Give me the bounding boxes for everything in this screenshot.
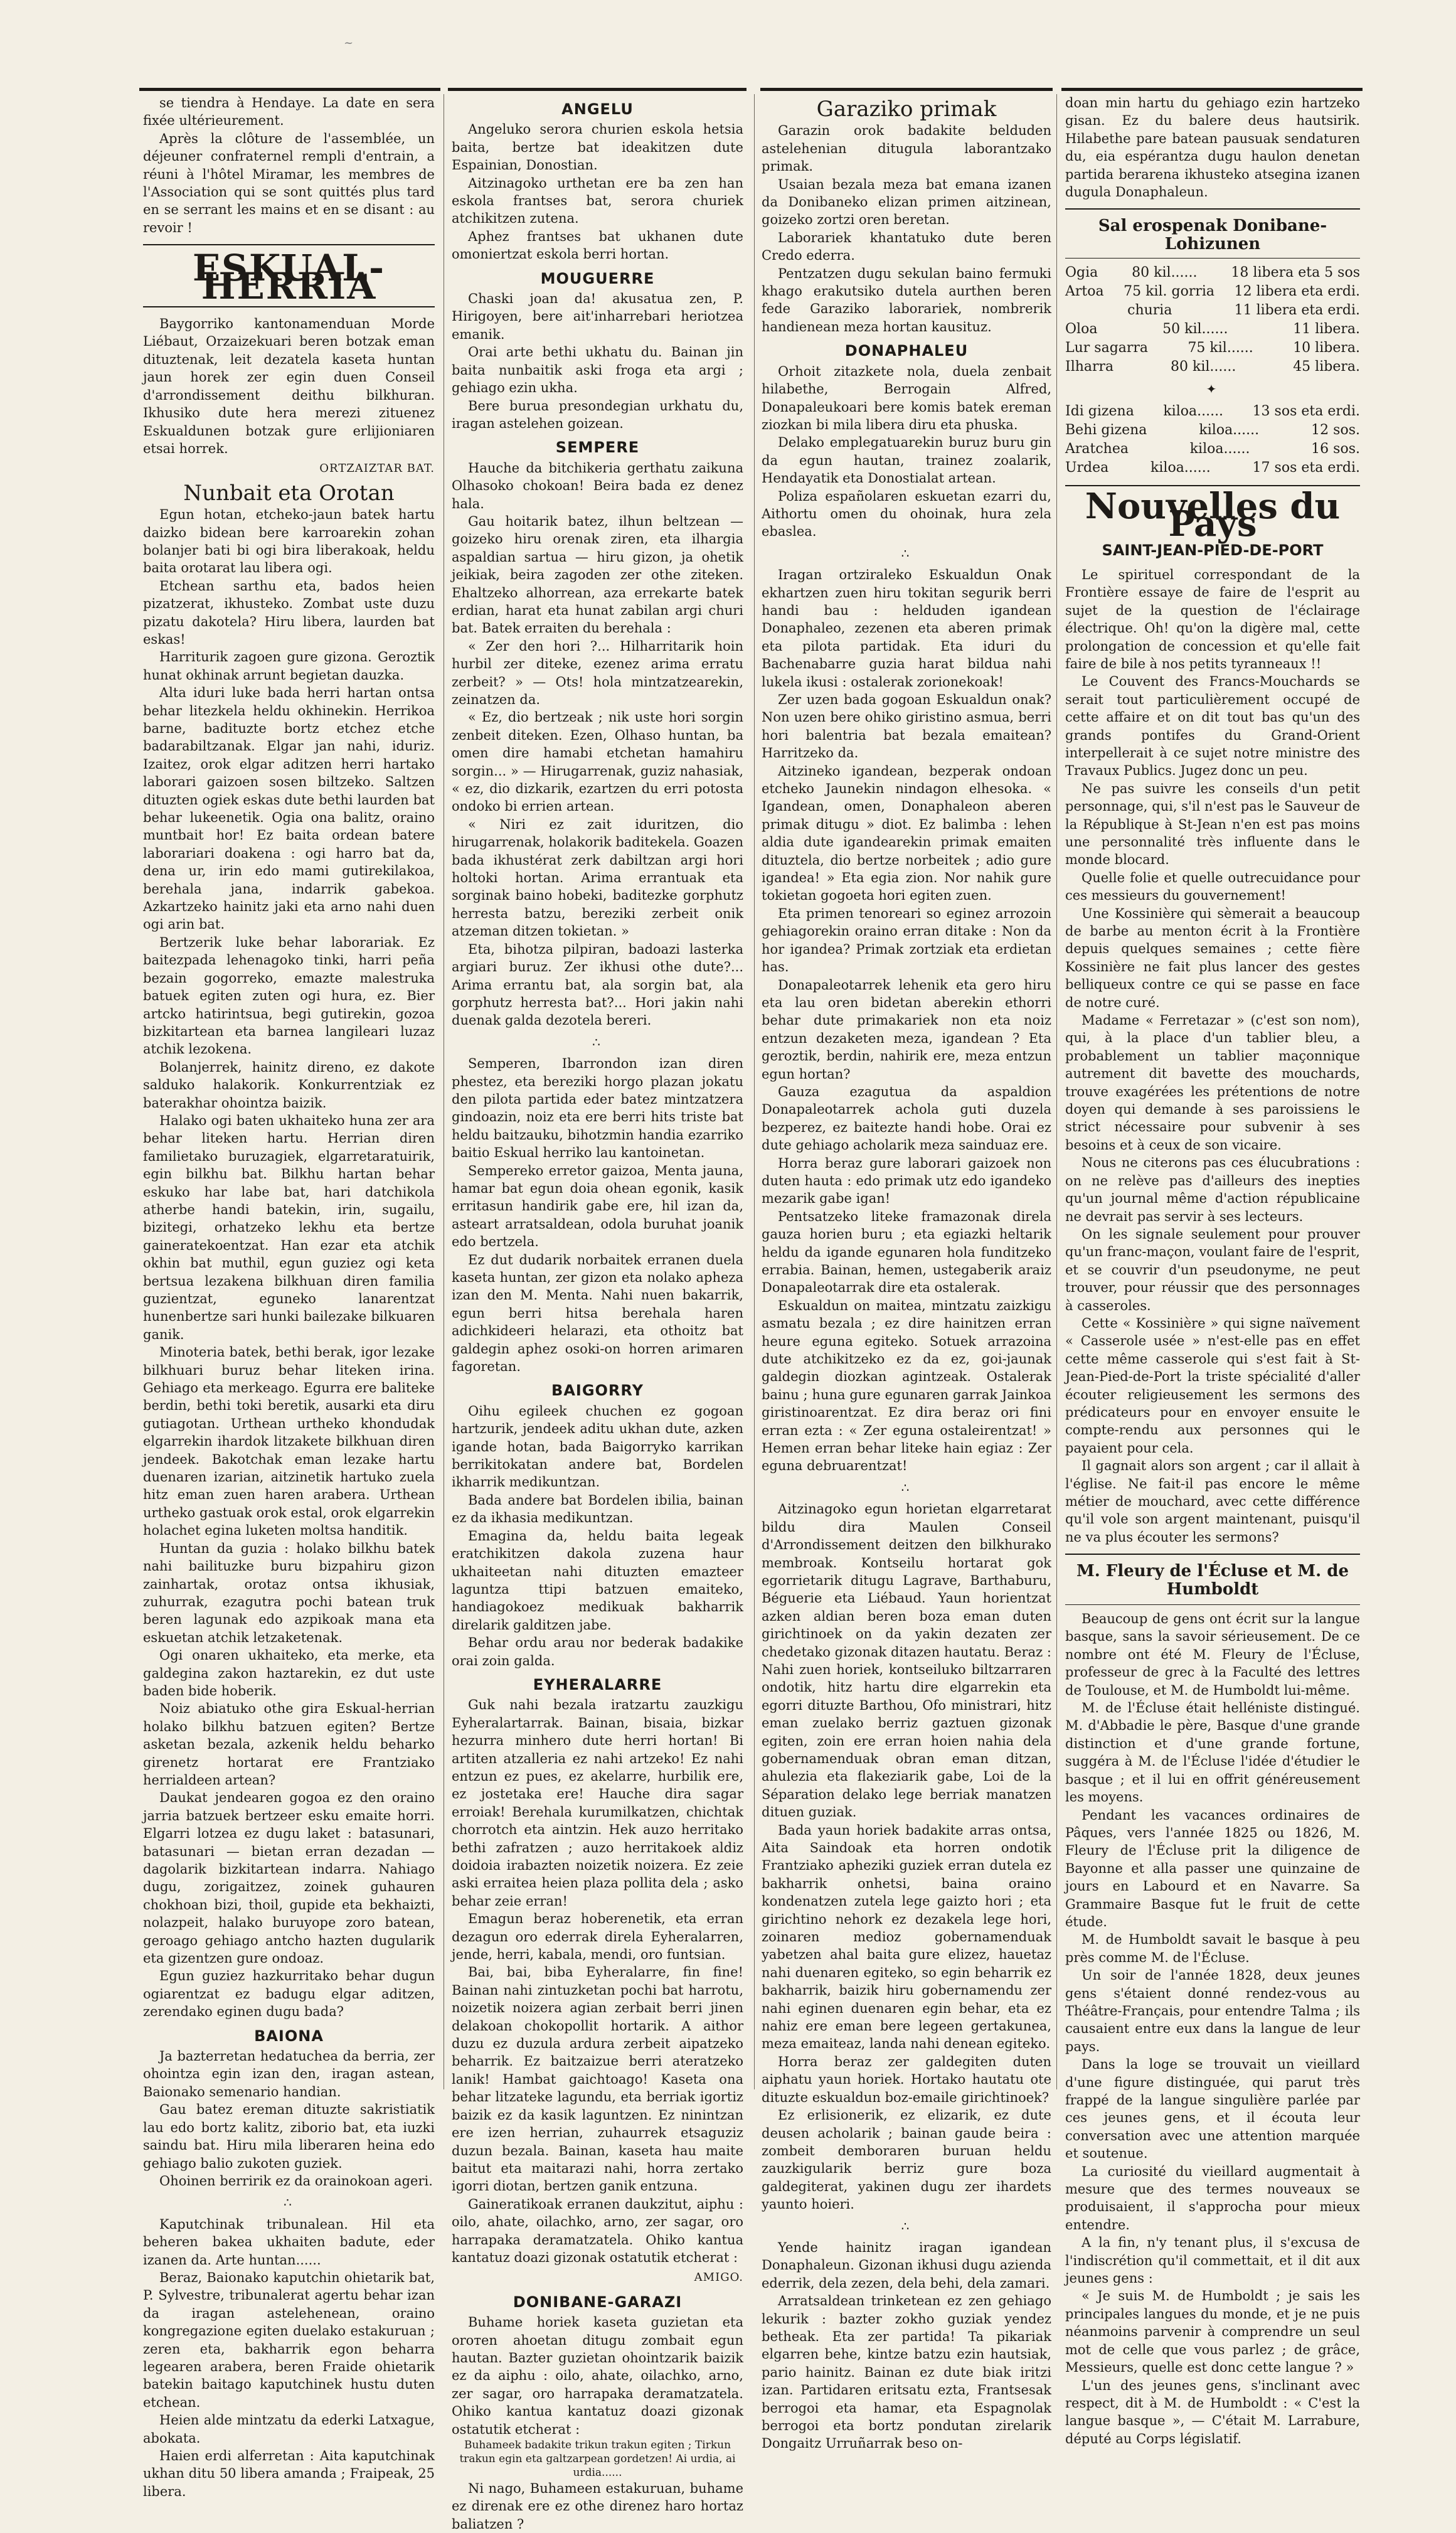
paragraph: Orhoit zitazkete nola, duela zenbait hilabethe, Berrogain Alfred, Donapaleukoari bere komis batek ereman ziozkan bi mila libera diru eta phuska. bbox=[762, 363, 1051, 432]
paragraph: A la fin, n'y tenant plus, il s'excusa de l'indiscrétion qu'il commettait, et il dit aux jeunes gens : bbox=[1065, 2235, 1360, 2286]
price-unit: 75 kil...... bbox=[1188, 340, 1253, 356]
price-price: 12 libera eta erdi. bbox=[1234, 284, 1360, 300]
price-price: 11 libera eta erdi. bbox=[1234, 302, 1360, 319]
price-row bbox=[1065, 459, 1360, 477]
price-name: Lur sagarra bbox=[1065, 340, 1149, 356]
paragraph: Kaputchinak tribunalean. Hil eta beheren bakea ukhaiten badute, eder izanen da. Arte huntan...... bbox=[143, 2216, 435, 2268]
divider bbox=[1065, 208, 1360, 210]
paragraph: Guk nahi bezala iratzartu zauzkigu Eyheralartarrak. Bainan, bisaia, bizkar hezurra minhero dute herri hortan! Bi artiten atzalleria ez nahi artzeko! Ez nahi entzun ez pues, ez akelarre, hurbilik ere, ez jostetaka ere! Hauche dira sagar erroiak! Berehala kurumilkatzen, chichtak chorrotch eta aintzin. Hek auzo herritako bethi zafratzen ; auzo herritakoek aldiz doidoia irabazten noizetik noizera. Ez zeie aski erraitea heien plaza pollita dela ; asko behar zeie erran! bbox=[452, 1697, 743, 1909]
price-unit: 80 kil...... bbox=[1132, 265, 1198, 281]
paragraph: Angeluko serora churien eskola hetsia baita, bertze bat ideakitzen dute Espainian, Donostian. bbox=[452, 122, 743, 173]
paragraph: Chaski joan da! akusatua zen, P. Hirigoyen, bere ait'inharrebari heriotzea emanik. bbox=[452, 291, 743, 342]
column-4 bbox=[1065, 94, 1360, 2446]
paragraph: Une Kossinière qui sèmerait a beaucoup de barbe au menton écrit à la Frontière depuis quelques semaines ; cette fière Kossinière ne fait plus lancer des gestes belliqueux contre ce qui se passe en face de notre curé. bbox=[1065, 905, 1360, 1010]
price-name: Idi gizena bbox=[1065, 403, 1134, 419]
paragraph: Semperen, Ibarrondon izan diren phestez, eta bereziki horgo plazan jokatu den pilota partida eder batez mintzatzera gindoazin, noiz eta ere berri hits triste bat heldu baitzauku, bihotzmin handia ezarriko baitio Eskual herriko lau kantoinetan. bbox=[452, 1056, 743, 1161]
paragraph: Behar ordu arau nor bederak badakike orai zoin galda. bbox=[452, 1635, 743, 1668]
paragraph: Delako emplegatuarekin buruz buru gin da egun hautan, trainez zoalarik, Hendayatik eta Donostialat artean. bbox=[762, 435, 1051, 486]
paragraph: Emagina da, heldu baita legeak eratchikitzen dakola zuzena haur ukhaiteetan nahi dituzten emazteer laguntza ttipi batzuen emaiteko, handiagokoez medikuak bakharrik direlarik galditzen jabe. bbox=[452, 1528, 743, 1633]
paragraph: « Niri ez zait iduritzen, dio hirugarrenak, holakorik baditekela. Goazen bada ikhustérat zerk dabiltzan argi hori holtoki hortan. Arima errantuak eta sorginak baino hobeki, baditezke gorphutz herresta batzu, bereziki zerbeit onik atzeman ditzen tokietan. » bbox=[452, 816, 744, 939]
paragraph: Le Couvent des Francs-Mouchards se serait tout particulièrement occupé de cette affaire et on dit tout bas qu'un des grands pontifes du Grand-Orient interpellerait à ce sujet notre ministre des Travaux Publics. Jugez donc un peu. bbox=[1065, 674, 1360, 779]
price-row bbox=[1065, 320, 1360, 339]
section-title-garaziko: Garaziko primak bbox=[816, 97, 997, 122]
article-title: Nunbait eta Orotan bbox=[183, 480, 395, 506]
price-name: Aratchea bbox=[1065, 440, 1129, 457]
paragraph: Horra beraz zer galdegiten duten aiphatu yaun horiek. Hortako hautatu ote dituzte eskualdun boz-emaile girichtinoek? bbox=[762, 2054, 1051, 2105]
paragraph: Minoteria batek, bethi berak, igor lezake bilkhuari buruz behar liteken irina. Gehiago eta merkeago. Egurra ere baliteke berdin, bethi toki beretik, ausarki eta diru gutiagotan. Urthean urtheko khondudak elgarrekin ihardok litzakete bilkhuan diren jendeek. Bakotchak eman lezake hartu duenaren izarian, aitzinetik hartuko zuela hitz eman zuen haren arabera. Urthean urtheko gastuak orok estal, orok elgarrekin holachet egina luketen moltsa handitik. bbox=[143, 1345, 435, 1538]
top-rule-col4 bbox=[1061, 88, 1363, 91]
section-title-baiona: BAIONA bbox=[254, 2027, 324, 2045]
section-title-mouguerre: MOUGUERRE bbox=[540, 269, 655, 287]
paragraph: Harriturik zagoen gure gizona. Geroztik hunat okhinak arrunt begietan dauzka. bbox=[143, 649, 435, 683]
column-divider bbox=[754, 94, 755, 2089]
paragraph: Dans la loge se trouvait un vieillard d'une figure distinguée, qui parut très frappé de la langue singulière parlée par ces jeunes gens, et il écouta leur conversation avec une attention marquée et soutenue. bbox=[1065, 2057, 1360, 2162]
paragraph: Alta iduri luke bada herri hartan ontsa behar litezkela heldu okhinekin. Herrikoa barne, badituzte bortz etchez etche badarabiltzanak. Elgar jan nahi, iduriz. Izaitez, orok elgar aditzen herri hartako laborari gaizoen sosen biltzeko. Saltzen dituzten ogiek eskas dute bethi laurden bat behar lukeenetik. Ogia ona balitz, oraino muntbait hor! Ez baita ordean batere laborariari doakena : ogi harro bat da, dena ur, irin edo mami gutirekilakoa, berehala jana, indarrik gabekoa. Azkartzeko hainitz jaki eta arno nahi duen ogi arin bat. bbox=[143, 685, 435, 932]
paragraph: « Je suis M. de Humboldt ; je sais les principales langues du monde, et je ne puis néanmoins parvenir à comprendre un seul mot de celle que vous parlez ; de grâce, Messieurs, quelle est donc cette langue ? » bbox=[1065, 2288, 1360, 2376]
section-title-sempere: SEMPERE bbox=[555, 439, 640, 457]
section-title-sjpp: SAINT-JEAN-PIED-DE-PORT bbox=[1102, 541, 1324, 560]
paragraph: Pentzatzen dugu sekulan baino fermuki khago erakutsiko dutela aurthen beren fede Garaziko laborariek, nombrerik handienean meza hortan kausituz. bbox=[762, 265, 1051, 334]
paragraph: Donapaleotarrek lehenik eta gero hiru eta lau oren bidetan aberekin ethorri behar dute primakariek non eta noiz entzun dezaketen meza, igandean ? Eta geroztik, berdin, nahirik ere, meza entzun egun hortan? bbox=[762, 977, 1051, 1082]
paragraph: Il gagnait alors son argent ; car il allait à l'église. Ne fait-il pas encore le même métier de mouchard, avec cette différence qu'il vole son argent maintenant, puisqu'il ne va plus écouter les sermons? bbox=[1065, 1458, 1360, 1545]
paragraph: Ne pas suivre les conseils d'un petit personnage, qui, s'il n'est pas le Sauveur de la République à St-Jean n'en est pas moins une personnalité très influente dans le monde blocard. bbox=[1065, 781, 1360, 868]
paragraph: « Zer den hori ?... Hilharritarik hoin hurbil zer diteke, ezenez arima erratu zerbeit? » — Ots! hola mintzatzearekin, zeinatzen da. bbox=[452, 638, 743, 707]
paragraph: Haien erdi alferretan : Aita kaputchinak ukhan ditu 50 libera amanda ; Fraipeak, 25 libera. bbox=[143, 2448, 435, 2499]
paragraph: Horra beraz gure laborari gaizoek non duten hauta : edo primak utz edo igandeko mezarik gabe igan! bbox=[762, 1155, 1051, 1207]
article-body bbox=[762, 1500, 1051, 2213]
price-price: 10 libera. bbox=[1293, 340, 1360, 356]
article-body bbox=[762, 2239, 1051, 2453]
top-rule-col1 bbox=[139, 88, 440, 91]
paragraph: Beaucoup de gens ont écrit sur la langue basque, sans la savoir sérieusement. De ce nombre ont été M. Fleury de l'Écluse, professeur de grec à la Faculté des lettres de Toulouse, et M. de Humboldt lui-même. bbox=[1065, 1611, 1360, 1698]
paragraph: Beraz, Baionako kaputchin ohietarik bat, P. Sylvestre, tribunalerat agertu behar izan da iragan astelehenean, oraino kongregazione egiten duelako estakuruan ; zeren eta, bakharrik egon beharra legearen arabera, beren Fraide ohietarik batekin baitago kaputchinek hustu duten etchean. bbox=[143, 2269, 435, 2410]
price-name: Behi gizena bbox=[1065, 422, 1147, 438]
paragraph: Usaian bezala meza bat emana izanen da Donibaneko elizan primen aitzinean, goizeko zortzi oren beretan. bbox=[762, 176, 1051, 228]
paragraph: Cette « Kossinière » qui signe naïvement « Casserole usée » n'est-elle pas en effet cette même casserole qui s'est fait à St-Jean-Pied-de-Port la triste spécialité d'aller écouter religieusement les sermons des prédicateurs pour en envoyer ensuite le compte-rendu aux personnes qui le payaient pour cela. bbox=[1065, 1315, 1360, 1456]
price-unit: kiloa...... bbox=[1189, 440, 1250, 457]
paragraph: Bada andere bat Bordelen ibilia, bainan ez da ikhasia medikuntzan. bbox=[452, 1492, 743, 1526]
paragraph: Emagun beraz hoberenetik, eta erran dezagun oro ederrak direla Eyheralarren, jende, herri, kabala, mendi, oro funtsian. bbox=[452, 1911, 743, 1963]
paragraph: Poliza españolaren eskuetan ezarri du, Aithortu omen du ohoinak, hura zela ebaslea. bbox=[762, 488, 1051, 540]
column-divider bbox=[1056, 94, 1057, 2089]
price-unit: kiloa...... bbox=[1150, 459, 1211, 476]
paragraph: L'un des jeunes gens, s'inclinant avec respect, dit à M. de Humboldt : « C'est la langue basque », — C'était M. Larrabure, député au Corps législatif. bbox=[1065, 2377, 1360, 2446]
paragraph: Gau batez ereman dituzte sakristiatik lau edo bortz kalitz, ziborio bat, eta iuzki saindu bat. Hiru mila liberaren heina edo gehiago balio zukoten guziek. bbox=[143, 2102, 435, 2171]
paragraph: Aphez frantses bat ukhanen dute omoniertzat eskola berri hortan. bbox=[452, 228, 743, 262]
section-title-donapaleu: DONAPHALEU bbox=[844, 342, 969, 360]
price-row bbox=[1065, 264, 1360, 282]
paragraph: Etchean sarthu eta, bados heien pizatzerat, ikhusteko. Zombat uste duzu pizatu dakotela? Hiru libera, laurden bat eskas! bbox=[143, 578, 435, 647]
paragraph: Après la clôture de l'assemblée, un déjeuner confraternel rempli d'entrain, a réuni à l'hôtel Miramar, les membres de l'Association qui se sont quittés plus tard en se serrant les mains et en se disant : au revoir ! bbox=[143, 131, 435, 235]
top-rule-col3 bbox=[760, 88, 1053, 91]
separator: ✦ bbox=[1206, 381, 1220, 397]
price-row bbox=[1065, 339, 1360, 358]
price-row bbox=[1065, 358, 1360, 376]
price-price: 45 libera. bbox=[1293, 359, 1360, 375]
section-title-eyheralarre: EYHERALARRE bbox=[533, 1675, 662, 1693]
paragraph: Noiz abiatuko othe gira Eskual-herrian holako bilkhu batzuen egiten? Bertze asketan bezala, azkenik heldu beharko girenetz hortarat ere Frantziako herrialdeen artean? bbox=[143, 1701, 435, 1788]
article-body bbox=[452, 1696, 743, 2266]
article-body bbox=[1065, 566, 1360, 1546]
paragraph: Oihu egileek chuchen ez gogoan hartzurik, jendeek aditu ukhan dute, azken igande hotan, bada Baigorryko karrikan berrikitokatan andere bat, Bordelen ikharrik medikuntzan. bbox=[452, 1403, 743, 1490]
masthead-nouvelles-du-pays: Nouvelles du Pays bbox=[1085, 485, 1341, 545]
paragraph: Egun guziez hazkurritako behar dugun ogiarentzat ez badugu elgar aditzen, zerendako eginen dugu bada? bbox=[143, 1968, 435, 2020]
price-row bbox=[1065, 402, 1360, 421]
paragraph: Eta, bihotza pilpiran, badoazi lasterka argiari buruz. Zer ikhusi othe dute?... Arima errantu bat, ala sorgin bat, ala gorphutz herresta bat?... Hori jakin nahi duenak galda dezotela bereri. bbox=[452, 941, 743, 1028]
price-price: 17 sos eta erdi. bbox=[1252, 459, 1360, 476]
paragraph: Bere buruа presondegian urkhatu du, iragan astelehen goizean. bbox=[452, 398, 743, 431]
paragraph: Garazin orok badakite belduden astelehenian ditugula laborantzako primak. bbox=[762, 123, 1051, 174]
paragraph: M. de Humboldt savait le basque à peu près comme M. de l'Écluse. bbox=[1065, 1932, 1360, 1965]
paragraph: Ohoinen berririk ez da orainokoan ageri. bbox=[159, 2173, 433, 2189]
paragraph: Madame « Ferretazar » (c'est son nom), qui, à la place d'un tablier bleu, a probablement un tablier maçonnique autrement dit bavette des mouchards, trouve exagérées les prétentions de notre doyen qui demande à ses paroissiens le strict nécessaire pour subvenir à ses besoins et à ceux de son vicaire. bbox=[1065, 1013, 1360, 1153]
price-price: 16 sos. bbox=[1311, 440, 1360, 457]
paragraph: On les signale seulement pour prouver qu'un franc-maçon, voulant faire de l'esprit, et se couvrir d'un pseudonyme, ne peut trouver, pour réussir que des personnages à casseroles. bbox=[1065, 1226, 1360, 1313]
paragraph: Halako ogi baten ukhaiteko huna zer ara behar liteken hartu. Herrian diren familietako buruzagiek, elgarretaratuirik, egin bilkhu bat. Bilkhu hartan behar eskuko har labe bat, hari datchikola atherbe handi batekin, irin, sugailu, bizitegi, orhatzeko lekhu eta bertze gaineratekoentzat. Han ezar eta atchik okhin bat muthil, egun guziez ogi keta bertsua lezakena bilkhuan diren familia guzientzat, eguneko lanarentzat hunenbertze sari hunki bailezake bilkuaren ganik. bbox=[143, 1112, 435, 1342]
price-unit: 80 kil...... bbox=[1171, 359, 1236, 375]
price-unit: 75 kil. gorria bbox=[1124, 284, 1215, 300]
article-body bbox=[143, 2047, 435, 2190]
paragraph: Bolanjerrek, hainitz direno, ez dakote salduko halakorik. Konkurrentziak ez baterakhar ohointza baizik. bbox=[143, 1059, 435, 1111]
price-price: 13 sos eta erdi. bbox=[1252, 403, 1360, 419]
paragraph: Gau hoitarik batez, ilhun beltzean — goizeko hiru orenak ziren, eta ilhargia aspaldian sartua — hiru gizon, ja ohetik jeikiak, beira zagoden zer othe ziteken. Ehaltzeko alhorrean, aza errekarte batek erdian, harat eta hunat zabilan argi churi bat. Batek erraiten du berehala : bbox=[452, 513, 743, 636]
paragraph: Zer uzen bada gogoan Eskualdun onak? Non uzen bere ohiko giristino asmua, berri hori balentria bat bezala emaiteаn? Harritzeko da. bbox=[762, 692, 1051, 761]
price-price: 18 libera eta 5 sos bbox=[1231, 265, 1360, 281]
section-title-donibane-garazi: DONIBANE-GARAZI bbox=[513, 2293, 683, 2311]
paragraph: Pendant les vacances ordinaires de Pâques, vers l'année 1825 ou 1826, M. Fleury de l'Écluse prit la diligence de Bayonne et alla passer une quinzaine de jours en Labourd et en Navarre. Sa Grammaire Basque fut le fruit de cette étude. bbox=[1065, 1807, 1360, 1929]
signature: ORTZAIZTAR BAT. bbox=[319, 462, 435, 476]
paragraph: Gauza ezagutua da aspaldion Donapaleotarrek achola guti duzela bezperez, ez baitezte handi hobe. Orai ez dute gehiago acholarik meza sainduaz ere. bbox=[762, 1084, 1051, 1153]
article-body bbox=[143, 2216, 435, 2501]
paragraph: M. de l'Écluse était helléniste distingué. M. d'Abbadie le père, Basque d'une grande distinction et d'une grande fortune, suggéra à M. de l'Écluse l'idée d'étudier le basque ; et il lui en offrit généreusement les moyens. bbox=[1065, 1700, 1360, 1805]
paragraph: se tiendra à Hendaye. La date en sera fixée ultérieurement. bbox=[143, 95, 435, 129]
price-name: Oloa bbox=[1065, 321, 1098, 338]
price-unit: kiloa...... bbox=[1163, 403, 1224, 419]
verse: Buhameek badakite trikun trakun egiten ; Tirkun trakun egin eta galtzarpean gordetzen! Ai urdia, ai urdia...... bbox=[459, 2439, 736, 2479]
price-name: Artoa bbox=[1065, 284, 1104, 300]
paragraph: Pentsatzeko liteke framazonak direla gauza horien buru ; eta egiazki heltarik heldu da igande egunaren hola funditzeko errabia. Bainan, hemen, ustegaberik araiz Donapaleotarrak dire eta ostalerak. bbox=[762, 1208, 1051, 1296]
price-row bbox=[1065, 282, 1360, 301]
signature: AMIGO. bbox=[694, 2271, 743, 2285]
price-unit: kiloa...... bbox=[1199, 422, 1260, 438]
paragraph: Bertzerik luke behar laborariak. Ez baitezpada lehenagoko tinki, harri peña bezain gogorreko, emazte malestruka batuek egiten zuten ogi hura, ez. Bier artcko hatirintsua, begi gutirekin, gozoa bizkitartean eta barnea langileari luzaz atchik lezokena. bbox=[143, 934, 435, 1057]
price-name: Urdea bbox=[1065, 459, 1109, 476]
price-price: 12 sos. bbox=[1311, 422, 1360, 438]
paragraph: Iragan ortziraleko Eskualdun Onak ekhartzen zuen hiru tokitan segurik berri handi bau : helduden igandean Donaphaleo, zezenen eta aberen primak eta pilota partidak. Eta iduri du Bachenabarre guzia harat bildua nahi lukela ikusi : ostalerak zorionekoak! bbox=[762, 567, 1051, 690]
paragraph: Bada yaun horiek badakite arras ontsa, Aita Saindoak eta horren ondotik Frantziako apheziki guziek erran dutela ez bakharrik onhetsi, baina oraino kondenatzen zutela lege gaizto hori ; eta girichtino nehork ez dezakela lege hori, zoinaren medioz gobernamenduak yabetzen ahal baita gure elizez, hauetaz nahi duenaren egiteko, so egin beharrik ez bakharrik, baizik hiru gobernamendu zer nahi eginen duenaren egin behar, eta ez nahiz ere eman bere legeen gertakunea, meza emaiteaz, landa nahi denean egiteko. bbox=[762, 1822, 1051, 2052]
article-body bbox=[452, 1402, 743, 1670]
paragraph: Eta primen tenoreari so eginez arrozoin gehiagorekin oraino erran ditake : Non da hor igandea? Primak zortziak eta erdietan has. bbox=[762, 905, 1051, 975]
paragraph: Gaineratikoak erranen daukzitut, aiphu : oilo, ahate, oilachko, arno, zer sagar, oro harrapaka deramatzatela. Ohiko kantua kantatuz doazi gizonak ostatutik etcherat : bbox=[452, 2196, 743, 2265]
article-body bbox=[762, 566, 1051, 1475]
paragraph: Arratsaldean trinketean ez zen gehiago lekurik : bazter zokho guziak yendez bethеak. Eta zer partida! Ta pikariak elgarren behe, kintze batzu ezin hautsiak, pario hainitz. Bainan ez dute biak iritzi izan. Partidaren eritsatu ezta, Frantsesak berrogoi eta hamar, eta Espagnolak berrogoi eta bortz pondutan zirelarik Dongaitz Urruñarrak beso on- bbox=[762, 2293, 1051, 2451]
article-body bbox=[1065, 1610, 1360, 2448]
divider bbox=[143, 244, 435, 245]
separator: ∴ bbox=[901, 2218, 912, 2234]
paragraph: Ogi onaren ukhaiteko, eta merke, eta galdegina zakon haztarekin, ez dut uste baden bide hoberik. bbox=[143, 1648, 435, 1698]
article-body bbox=[452, 120, 743, 263]
section-title-fleury: M. Fleury de l'Écluse et M. de Humboldt bbox=[1076, 1562, 1349, 1599]
paragraph: Ez dut dudarik norbaitek erranen duela kaseta huntan, zer gizon eta nolako apheza izan den M. Menta. Nahi nuen bakarrik, egun berri hitsa berehala haren adichkideeri helarazi, eta othoitz bat galdegin aphez osoki-on horren arimaren fagoretan. bbox=[452, 1252, 743, 1375]
paragraph: Aitzineko igandean, bezperak ondoan etcheko Jaunekin nindagon elhesoka. « Igandean, omen, Donaphaleon aberen primak ditugu » diot. Ez balimba : lehen aldia dute igandearekin primak emaiten dituztela, dio bertze norbeitek ; adio gure igandea! » Eta egia zion. Nor nahik gure tokietan gogoeta hori egiten zuen. bbox=[762, 763, 1051, 904]
paragraph: La curiosité du vieillard augmentait à mesure que des termes nouveaux se produisaient, il s'approcha pour mieux entendre. bbox=[1065, 2163, 1360, 2232]
section-title-angelu: ANGELU bbox=[561, 100, 634, 118]
paragraph: Daukat jendearen gogoa ez den oraino jarria batzuek bertzeer esku emaite horri. Elgarri lotzea ez dugu laket : batasunari, batasunari — bietan erran dezadan — dagolarik bizkitartean indarra. Nahiago dugu, zorigaitzez, zoinek guhauren chokhoan bizi, thoil, gupide eta bekhaizti, nolazpeit, halako buruyope zoro batean, geroago gehiago antcho hazten dugularik eta gizentzen gure ondoaz. bbox=[143, 1790, 435, 1966]
paragraph: Buhame horiek kaseta guzietan eta oroтen ahoetan ditugu zombait egun hautan. Bazter guzietan ohointzarik baizik ez da aiphu : oilo, ahate, oilachko, arno, zer sagar, oro harrapaka deramatzatela. Ohiko kantua kantatuz doazi gizonak ostatutik etcherat : bbox=[452, 2315, 743, 2437]
paragraph: Hauche da bitchikeria gerthatu zaikuna Olhasoko chokoan! Beira bada ez denez hala. bbox=[452, 460, 743, 511]
paragraph: doan min hartu du gehiago ezin hartzeko gisan. Ez du balere deus hautsirik. Hilabethe pare batean pausuak sendaturen du, eia espérantza dugu haulon denetan partida berarena ikhusteko atsegina izanen dugula Donaphaleun. bbox=[1065, 95, 1360, 200]
separator: ∴ bbox=[592, 1034, 603, 1050]
paragraph: Bai, bai, biba Eyheralarre, fin fine! Bainan nahi zintuzketan pochi bat harrotu, noizetik noizera agian zerbait berri jinen delakoan chokopollit hortarik. A aithor duzu ez duzula ardura zerbeit aipatzeko beharrik. Ez baitzaizue berri ateratzeko lanik! Hambat gaichtoago! Kaseta ona behar litzateke lagundu, eta berriak igortiz baizik ez da kasik laguntzen. Ez ninintzan ere izen herrian, zuhaurrek etsaguziz duzun bezala. Bainan, kaseta hau maite baitut eta maitarazi nahi, horra zertako igorri diotan, bertzen ganik entzuna. bbox=[452, 1965, 743, 2194]
price-unit: churia bbox=[1127, 302, 1172, 319]
paragraph: Quelle folie et quelle outrecuidance pour ces messieurs du gouvernement! bbox=[1065, 870, 1360, 904]
paragraph: Nous ne citerons pas ces élucubrations : on ne relève pas d'ailleurs des inepties qu'un journal même d'action républicaine ne devrait pas servir à ses lecteurs. bbox=[1065, 1155, 1360, 1224]
paragraph: Eskualdun on maitea, mintzatu zaizkigu asmatu bezala ; ez dire hainitzen erran heure eguna egiteko. Sotuek arrazoina dute atchikitzeko ez da ez, goi-jaunak galdegin diozkan agintzeak. Ostalerak bainu ; huna gure egunaren garrak Jainkoa giristinoarentzat. Ez dira beraz ori fini erran ezta : « Zer eguna ostaleirentzat! » Hemen erran behar liteke hain egiaz : Zer eguna debruarentzat! bbox=[762, 1298, 1051, 1474]
top-rule-col2 bbox=[448, 88, 747, 91]
page-mark: ~ bbox=[344, 36, 354, 50]
price-name: Ilharra bbox=[1065, 359, 1114, 375]
article-body bbox=[762, 363, 1051, 541]
paragraph: Laborariek khantatuko dute beren Credo ederra. bbox=[762, 230, 1051, 264]
separator: ∴ bbox=[284, 2195, 294, 2210]
article-body bbox=[762, 122, 1051, 336]
price-row bbox=[1065, 301, 1360, 320]
paragraph: Ni nago, Buhameen estakuruan, buhame ez direnak ere ez othe direnez haro hortaz baliatzen ? bbox=[452, 2481, 743, 2532]
paragraph: Aitzinagoko urthetan ere ba zen han eskola frantses bat, serora churiek atchikitzen zutena. bbox=[452, 175, 743, 227]
column-3 bbox=[762, 94, 1051, 2451]
separator: ∴ bbox=[901, 1480, 912, 1495]
price-row bbox=[1065, 421, 1360, 440]
paragraph: Le spirituel correspondant de la Frontière essaye de faire de l'esprit au sujet de la question de l'éclairage électrique. Oh! qu'on la digère mal, cette prolongation de concession et qu'elle fait faire de bile à nos petits tyranneaux !! bbox=[1065, 567, 1360, 671]
article-body bbox=[143, 506, 435, 2021]
paragraph: Baygorriko kantonamenduan Morde Liébaut, Orzaizekuari beren botzak eman dituztenak, leit dezatela kaseta huntan jaun horek zer egin duen Conseil d'arrondissement deithu bilkhuran. Ikhusiko dute hera merezi zituenez Eskualdunen botzak gure erlijioniaren etsai horrek. bbox=[143, 316, 435, 456]
paragraph: Ja bazterretan hedatuchea da berria, zer ohointza egin izan den, iragan astean, Baionako semenario handian. bbox=[143, 2049, 435, 2099]
paragraph: Un soir de l'année 1828, deux jeunes gens s'étaient donné rendez-vous au Théâtre-Français, pour entendre Talma ; ils causaient entre eux dans la langue de leur pays. bbox=[1065, 1968, 1360, 2054]
paragraph: Egun hotan, etcheko-jaun batek hartu daizko bidean bere karroarekin zohan bolanjer bati bi ogi bira liberakoak, heldu baita orotarat lau libera ogi. bbox=[143, 507, 435, 576]
masthead-eskual-herria: ESKUAL-HERRIA bbox=[192, 247, 386, 307]
article-body bbox=[452, 290, 743, 432]
article-body bbox=[452, 459, 743, 1030]
paragraph: Aitzinagoko egun horietan elgarretarat bildu dira Maulen Conseil d'Arrondissement deitzen den bilkhurako membroak. Kontseilu hortarat gok egorrietarik ditugu Lagrave, Barthaburu, Béguerie eta Liébaud. Yaun horientzat azken aldian beren boza eman duten girichtinoek on da yakin dezaten zer chedetako gizonak ditazen hautatu. Beraz : Nahi zuen horiek, kontseiluko biltzarraren ondotik, hitz hartu dire elgarrekin eta egorri dituzte Barthou, Ofo ministrari, hitz eman zuelako berriz gaztuen gizonak egiten, zoin ere erran hoien nahia dela gobernamenduak obran eman ditzan, ahulezia eta flakeziarik gabe, Loi de la Séparation delako lege berriak manatzen dituen guziak. bbox=[762, 1501, 1051, 1820]
paragraph: Heien alde mintzatu da ederki Latxague, abokata. bbox=[143, 2413, 435, 2446]
divider bbox=[1065, 1554, 1360, 1555]
paragraph: Huntan da guzia : holako bilkhu batek nahi bailituzke buru bizpahiru gizon zainhartak, orotaz ontsa ikhusiak, zuhurrak, ezagutra pochi batean truk beren lagunak edo azpikoak mana eta eskuetan atchik letzaketenak. bbox=[143, 1540, 435, 1645]
price-price: 11 libera. bbox=[1293, 321, 1360, 338]
divider bbox=[1065, 1604, 1360, 1605]
price-list bbox=[1065, 402, 1360, 477]
article-body bbox=[452, 2313, 743, 2438]
price-list bbox=[1065, 264, 1360, 376]
price-name: Ogia bbox=[1065, 265, 1098, 281]
paragraph: Orai arte bethi ukhatu du. Bainan jin baita nunbaitik aski froga eta argi ; gehiago ezin ukha. bbox=[452, 344, 743, 396]
paragraph: Sempereko erretor gaizoa, Menta jauna, hamar bat egun doia ohean egonik, kasik erritasun handirik gabe ere, hil izan da, asteart arratsaldean, odola buruhat joanik edo bertzela. bbox=[452, 1163, 743, 1250]
section-title-baigorry: BAIGORRY bbox=[551, 1382, 644, 1400]
price-row bbox=[1065, 440, 1360, 459]
column-1 bbox=[143, 94, 435, 2499]
paragraph: Yende hainitz iragan igandean Donaphaleun. Gizonan ikhusi dugu azienda ederrik, dela zezen, dela behi, dela zamari. bbox=[762, 2239, 1051, 2291]
column-2 bbox=[452, 94, 744, 2532]
divider bbox=[1065, 258, 1360, 259]
market-prices-title: Sal erospenak Donibane-Lohizunen bbox=[1098, 216, 1327, 253]
paragraph: Ez erlisionerik, ez elizarik, ez dute deusen acholarik ; bainan gaude beira : zombeit demborаren buruan heldu zauzkigularik berriz gure boza galdegiterat, yakinen dugu zer ihardets yaunto hoieri. bbox=[762, 2108, 1051, 2212]
article-body bbox=[452, 1055, 743, 1375]
paragraph: « Ez, dio bertzeak ; nik uste hori sorgin zenbeit diteken. Ezen, Olhaso huntan, ba omen dire hamabi etchetan hamahiru sorgin... » — Hirugarrenak, guziz nahasiak, « ez, dio dizkarik, ezartzen du erri potosta ondoko bi errien artean. bbox=[452, 710, 743, 814]
price-unit: 50 kil...... bbox=[1162, 321, 1228, 338]
separator: ∴ bbox=[901, 545, 912, 561]
